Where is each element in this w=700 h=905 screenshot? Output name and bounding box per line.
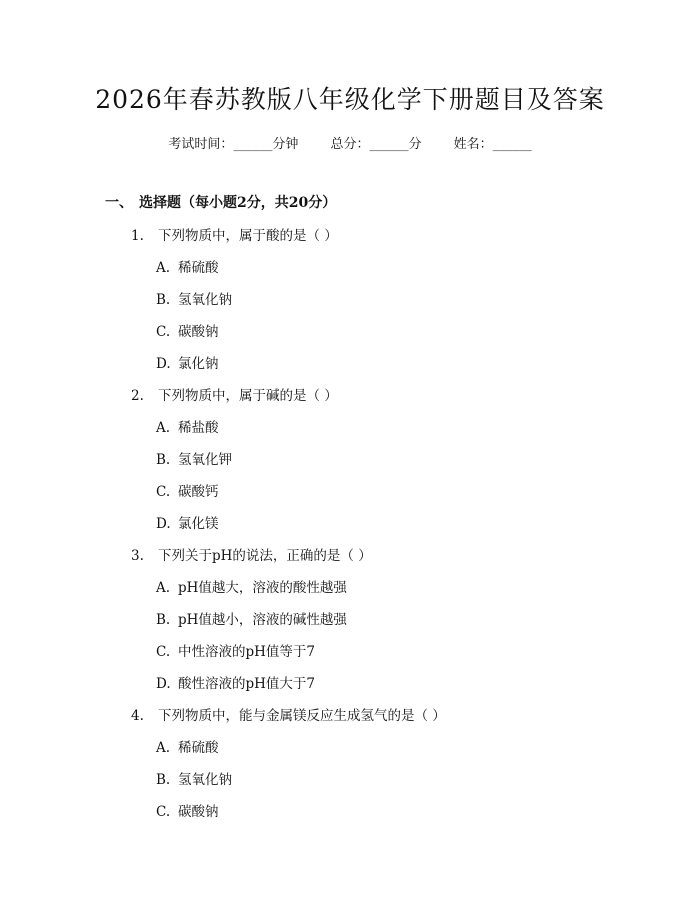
option-letter: B.	[156, 452, 171, 468]
option-text: 碳酸钠	[178, 324, 219, 340]
question-text: 下列物质中，属于碱的是（ ）	[158, 388, 338, 404]
option	[156, 256, 219, 276]
option	[156, 416, 219, 436]
question	[131, 384, 338, 404]
option-text: 氯化钠	[178, 356, 219, 372]
section-title: 选择题（每小题2分，共20分）	[139, 195, 337, 211]
question	[131, 224, 338, 244]
option	[156, 352, 219, 372]
option-letter: D.	[156, 516, 171, 532]
question-text: 下列物质中，能与金属镁反应生成氢气的是（ ）	[158, 708, 446, 724]
option-text: 稀硫酸	[178, 740, 219, 756]
option-letter: C.	[156, 644, 171, 660]
option	[156, 800, 219, 820]
option-text: pH值越小，溶液的碱性越强	[178, 612, 347, 628]
total-score-field: 总分：______分	[330, 137, 422, 152]
question	[131, 704, 446, 724]
question-number: 4.	[131, 708, 144, 724]
option	[156, 640, 315, 660]
option-letter: B.	[156, 772, 171, 788]
question-number: 3.	[131, 548, 144, 564]
option-letter: A.	[156, 260, 171, 276]
option-letter: A.	[156, 740, 171, 756]
option-text: 氯化镁	[178, 516, 219, 532]
exam-time-field: 考试时间：______分钟	[168, 137, 299, 152]
student-name-field: 姓名：______	[453, 137, 532, 152]
option-letter: A.	[156, 420, 171, 436]
option	[156, 480, 219, 500]
option-text: pH值越大，溶液的酸性越强	[178, 580, 347, 596]
option-letter: D.	[156, 356, 171, 372]
option	[156, 672, 315, 692]
option	[156, 736, 219, 756]
option-text: 碳酸钠	[178, 804, 219, 820]
question-number: 2.	[131, 388, 144, 404]
option	[156, 512, 219, 532]
option-letter: B.	[156, 292, 171, 308]
option-text: 稀硫酸	[178, 260, 219, 276]
question	[131, 544, 372, 564]
section-heading	[105, 192, 336, 212]
option-letter: A.	[156, 580, 171, 596]
option-text: 氢氧化钠	[178, 292, 232, 308]
exam-info	[0, 133, 700, 152]
question-text: 下列关于pH的说法，正确的是（ ）	[158, 548, 372, 564]
option-text: 稀盐酸	[178, 420, 219, 436]
option-letter: C.	[156, 484, 171, 500]
option-letter: C.	[156, 324, 171, 340]
option-text: 碳酸钙	[178, 484, 219, 500]
question-number: 1.	[131, 228, 144, 244]
section-number: 一、	[105, 195, 133, 211]
option-letter: C.	[156, 804, 171, 820]
option	[156, 768, 232, 788]
option	[156, 608, 347, 628]
option-text: 氢氧化钠	[178, 772, 232, 788]
question-text: 下列物质中，属于酸的是（ ）	[158, 228, 338, 244]
option	[156, 448, 232, 468]
option	[156, 576, 347, 596]
option	[156, 320, 219, 340]
option-letter: B.	[156, 612, 171, 628]
option-letter: D.	[156, 676, 171, 692]
option-text: 中性溶液的pH值等于7	[178, 644, 316, 660]
option-text: 氢氧化钾	[178, 452, 232, 468]
page-title: 2026年春苏教版八年级化学下册题目及答案	[95, 85, 605, 114]
option	[156, 288, 232, 308]
option-text: 酸性溶液的pH值大于7	[178, 676, 316, 692]
